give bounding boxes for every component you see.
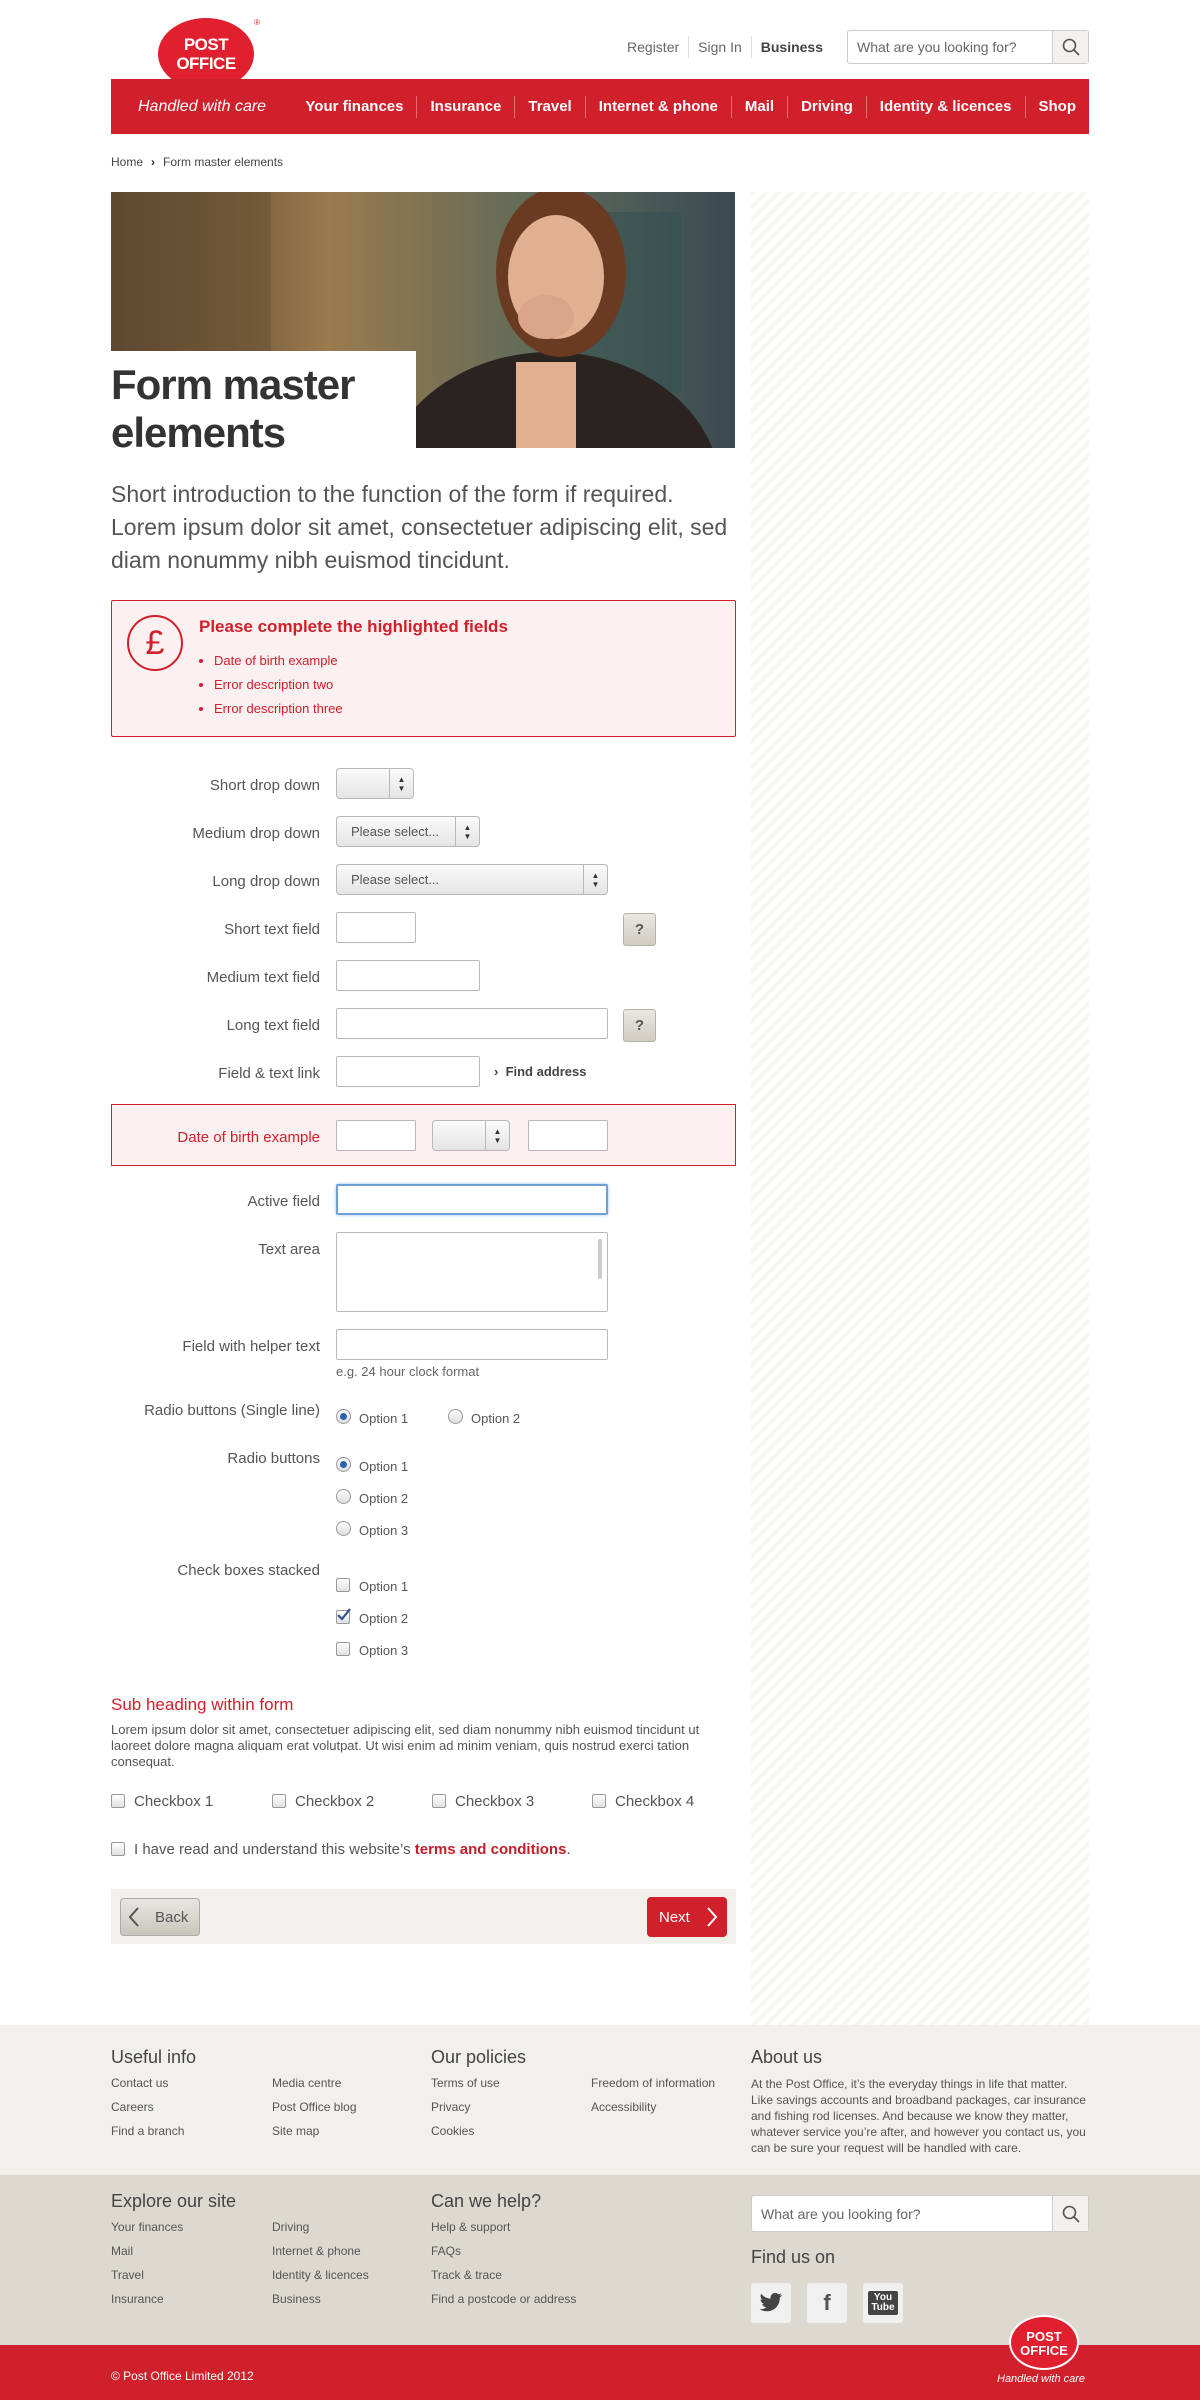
checkbox-label: Checkbox 4	[615, 1793, 695, 1810]
chevron-right-icon: ›	[494, 1064, 506, 1079]
useful-info-heading: Useful info	[111, 2047, 197, 2067]
footer-link[interactable]: Business	[272, 2292, 321, 2306]
footer-link[interactable]: Site map	[272, 2124, 320, 2138]
breadcrumb	[111, 155, 283, 169]
page-title: Form master elements	[111, 351, 416, 457]
search-button[interactable]	[1052, 31, 1088, 63]
button-bar	[111, 1889, 736, 1944]
sign-in-link[interactable]: Sign In	[688, 36, 751, 58]
medium-text-label: Medium text field	[206, 969, 320, 986]
footer-link[interactable]: FAQs	[431, 2244, 462, 2258]
header-search	[847, 30, 1089, 64]
terms-checkbox[interactable]	[111, 1842, 125, 1856]
terms-link[interactable]: terms and conditions	[414, 1841, 567, 1858]
footer-link[interactable]: Media centre	[272, 2076, 342, 2090]
footer-link[interactable]: Freedom of information	[591, 2076, 716, 2090]
text-area[interactable]	[336, 1232, 608, 1312]
twitter-icon[interactable]	[751, 2283, 791, 2323]
checkbox-option-3[interactable]	[336, 1642, 350, 1656]
footer-link[interactable]: Help & support	[431, 2220, 511, 2234]
footer-links	[111, 2215, 183, 2311]
checkbox-3[interactable]	[432, 1794, 446, 1808]
nav-tagline: Handled with care	[138, 97, 267, 115]
radio-option-label: Option 1	[359, 1411, 409, 1426]
about-heading: About us	[751, 2047, 823, 2067]
facebook-icon[interactable]: f	[807, 2283, 847, 2323]
medium-dropdown[interactable]: Please select... ▲ ▼	[336, 816, 480, 847]
search-icon	[1062, 38, 1080, 56]
post-office-logo[interactable]: POST OFFICE ®	[158, 18, 254, 90]
checkbox-2[interactable]	[272, 1794, 286, 1808]
checkmark-icon	[336, 1608, 352, 1622]
footer-search-button[interactable]	[1052, 2196, 1088, 2231]
pound-icon: £	[127, 615, 183, 671]
can-we-help-heading: Can we help?	[431, 2191, 542, 2211]
footer-link[interactable]: Find a branch	[111, 2124, 185, 2138]
footer-link[interactable]: Privacy	[431, 2100, 471, 2114]
sub-heading: Sub heading within form	[111, 1695, 294, 1714]
top-links	[618, 36, 832, 58]
radio-option-3[interactable]	[336, 1521, 351, 1536]
breadcrumb-home[interactable]: Home	[111, 155, 144, 169]
field-link-label: Field & text link	[218, 1065, 320, 1082]
medium-text-field[interactable]	[336, 960, 480, 991]
copyright: © Post Office Limited 2012	[111, 2369, 254, 2383]
nav-item-shop[interactable]: Shop	[1025, 96, 1090, 118]
logo-text: POST OFFICE	[176, 35, 236, 73]
error-item[interactable]: • Error description three	[214, 697, 343, 721]
nav-item-insurance[interactable]: Insurance	[416, 96, 514, 118]
footer-link[interactable]: Terms of use	[431, 2076, 500, 2090]
footer-link[interactable]: Cookies	[431, 2124, 475, 2138]
footer-link[interactable]: Find a postcode or address	[431, 2292, 577, 2306]
footer-link[interactable]: Careers	[111, 2100, 154, 2114]
radio-option-label: Option 3	[359, 1523, 409, 1538]
checkbox-label: Checkbox 2	[295, 1793, 375, 1810]
nav-item-your-finances[interactable]: Your finances	[305, 97, 404, 115]
checkbox-4[interactable]	[592, 1794, 606, 1808]
nav-item-travel[interactable]: Travel	[514, 96, 584, 118]
checkbox-option-label: Option 2	[359, 1611, 409, 1626]
main-nav	[111, 79, 1089, 134]
next-button[interactable]: Next	[647, 1897, 727, 1937]
long-dropdown-label: Long drop down	[212, 873, 320, 890]
footer-link[interactable]: Driving	[272, 2220, 310, 2234]
sub-paragraph: Lorem ipsum dolor sit amet, consectetuer adipiscing elit, sed diam nonummy nibh euismod tincidunt ut laoreet dolore magna aliquam erat volutpat. Ut wisi enim ad minim veniam, quis nostrud exerci tation consequat.	[111, 1722, 700, 1769]
radio-option-1[interactable]	[336, 1409, 351, 1424]
radio-single-label: Radio buttons (Single line)	[144, 1402, 320, 1419]
footer-links	[272, 2071, 357, 2143]
footer-links	[272, 2215, 369, 2311]
error-item[interactable]: • Error description two	[214, 673, 343, 697]
helper-field-label: Field with helper text	[182, 1338, 320, 1355]
checkbox-option-label: Option 1	[359, 1579, 409, 1594]
radio-option-1[interactable]	[336, 1457, 351, 1472]
footer-links	[111, 2071, 184, 2143]
radio-option-2[interactable]	[448, 1409, 463, 1424]
radio-option-label: Option 2	[471, 1411, 521, 1426]
checkbox-1[interactable]	[111, 1794, 125, 1808]
nav-item-driving[interactable]: Driving	[787, 96, 866, 118]
back-button[interactable]: Back	[120, 1898, 200, 1936]
footer-link[interactable]: Track & trace	[431, 2268, 502, 2282]
long-text-label: Long text field	[226, 1017, 320, 1034]
dob-month-dropdown[interactable]	[432, 1120, 510, 1151]
chevron-right-icon: ›	[151, 155, 156, 169]
our-policies-heading: Our policies	[431, 2047, 527, 2067]
checkbox-label: Checkbox 1	[134, 1793, 214, 1810]
radio-option-2[interactable]	[336, 1489, 351, 1504]
error-item[interactable]: • Date of birth example	[214, 649, 343, 673]
chevron-left-icon	[121, 1902, 149, 1932]
short-dropdown[interactable]	[336, 768, 414, 799]
footer-links	[591, 2071, 715, 2119]
register-link[interactable]: Register	[627, 39, 680, 55]
checkboxes-stacked-label: Check boxes stacked	[177, 1562, 320, 1579]
select-arrows-icon: ▲ ▼	[583, 865, 607, 894]
checkbox-option-2[interactable]	[336, 1610, 350, 1624]
footer-link[interactable]: Your finances	[111, 2220, 184, 2234]
search-input[interactable]	[848, 31, 1052, 63]
helper-text-field[interactable]	[336, 1329, 608, 1360]
checkbox-option-label: Option 3	[359, 1643, 409, 1658]
footer-search-input[interactable]	[752, 2196, 1052, 2231]
scrollbar[interactable]	[598, 1239, 602, 1279]
footer-search	[751, 2195, 1089, 2232]
chevron-right-icon	[698, 1902, 726, 1932]
long-dropdown[interactable]: Please select... ▲ ▼	[336, 864, 608, 895]
about-text: At the Post Office, it’s the everyday things in life that matter. Like savings accounts and broadband packages, car insurance and fishing rod licenses. And because we know they matter, whatever service you’re after, and however you contact us, you can be sure your request will be handled with care.	[751, 2077, 1086, 2155]
checkbox-label: Checkbox 3	[455, 1793, 535, 1810]
footer-links	[431, 2215, 576, 2311]
nav-item-identity-licences[interactable]: Identity & licences	[866, 96, 1025, 118]
youtube-icon[interactable]: You Tube	[863, 2283, 903, 2323]
dob-day-field[interactable]	[336, 1120, 416, 1151]
short-text-field[interactable]	[336, 912, 416, 943]
dob-label: Date of birth example	[177, 1129, 320, 1146]
long-text-field[interactable]	[336, 1008, 608, 1039]
nav-item-mail[interactable]: Mail	[731, 96, 787, 118]
radio-option-label: Option 1	[359, 1459, 409, 1474]
dob-year-field[interactable]	[528, 1120, 608, 1151]
select-arrows-icon: ▲ ▼	[455, 817, 479, 846]
footer-link[interactable]: Insurance	[111, 2292, 164, 2306]
business-link[interactable]: Business	[751, 36, 832, 58]
nav-item-internet-phone[interactable]: Internet & phone	[585, 96, 731, 118]
error-title: Please complete the highlighted fields	[199, 617, 508, 636]
help-button[interactable]: ?	[623, 1009, 656, 1042]
breadcrumb-current: Form master elements	[163, 155, 284, 169]
find-address-link[interactable]: › Find address	[494, 1064, 587, 1079]
search-icon	[1062, 2205, 1080, 2223]
help-button[interactable]: ?	[623, 913, 656, 946]
active-field-label: Active field	[247, 1193, 320, 1210]
sidebar	[751, 192, 1089, 2025]
footer-links	[431, 2071, 500, 2143]
address-field[interactable]	[336, 1056, 480, 1087]
footer-tagline: Handled with care	[997, 2373, 1086, 2385]
active-field[interactable]	[336, 1184, 608, 1215]
select-arrows-icon: ▲ ▼	[485, 1121, 509, 1150]
footer-link[interactable]: Internet & phone	[272, 2244, 361, 2258]
footer-link[interactable]: Mail	[111, 2244, 134, 2258]
short-dropdown-label: Short drop down	[209, 777, 320, 794]
intro-text: Short introduction to the function of the form if required. Lorem ipsum dolor sit amet, consectetuer adipiscing elit, sed diam nonummy nibh euismod tincidunt.	[111, 481, 728, 573]
radio-option-label: Option 2	[359, 1491, 409, 1506]
radio-buttons-label: Radio buttons	[227, 1450, 320, 1467]
footer-link[interactable]: Identity & licences	[272, 2268, 369, 2282]
medium-dropdown-label: Medium drop down	[192, 825, 320, 842]
text-area-label: Text area	[258, 1241, 320, 1258]
footer-link[interactable]: Contact us	[111, 2076, 169, 2090]
select-arrows-icon: ▲ ▼	[389, 769, 413, 798]
explore-heading: Explore our site	[111, 2191, 237, 2211]
helper-text: e.g. 24 hour clock format	[336, 1364, 480, 1379]
error-summary	[111, 600, 736, 737]
checkbox-option-1[interactable]	[336, 1578, 350, 1592]
terms-label: I have read and understand this website’s terms and conditions.	[134, 1841, 571, 1858]
footer-link[interactable]: Travel	[111, 2268, 144, 2282]
footer-link[interactable]: Accessibility	[591, 2100, 657, 2114]
short-text-label: Short text field	[224, 921, 320, 938]
footer-link[interactable]: Post Office blog	[272, 2100, 357, 2114]
footer-logo[interactable]: POST OFFICE	[1009, 2315, 1079, 2370]
find-us-heading: Find us on	[751, 2247, 836, 2267]
